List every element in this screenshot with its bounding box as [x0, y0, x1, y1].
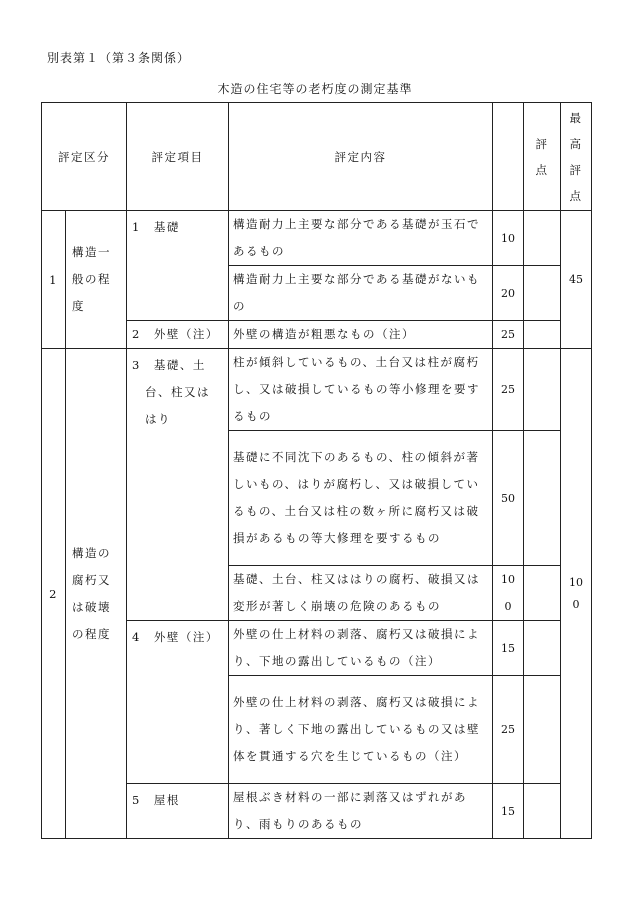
table-row	[42, 349, 592, 431]
criterion-text: 構造耐力上主要な部分である基礎がないもの	[229, 266, 493, 321]
section-name-line: は破壊	[72, 599, 111, 614]
score-cell	[524, 566, 561, 621]
section-name-line: 構造の	[72, 545, 111, 560]
criterion-points: 25	[493, 321, 524, 349]
criterion-points: 25	[493, 676, 524, 784]
score-cell	[524, 321, 561, 349]
header-max-line: 最	[569, 110, 583, 125]
score-cell	[524, 266, 561, 321]
section-name-line: 構造一	[72, 245, 111, 259]
section-number: 2	[42, 349, 66, 839]
criterion-points-line: 10	[501, 573, 515, 586]
table-row	[42, 211, 592, 266]
section-max-line: 10	[569, 575, 583, 589]
table-title: 木造の住宅等の老朽度の測定基準	[217, 82, 413, 96]
section-name-line: の程度	[72, 626, 111, 641]
score-cell	[524, 621, 561, 676]
score-cell	[524, 431, 561, 566]
score-cell	[524, 676, 561, 784]
score-cell	[524, 211, 561, 266]
item-label-line: 台、柱又は	[132, 385, 210, 399]
criterion-points: 25	[493, 349, 524, 431]
header-max-line: 高	[569, 136, 583, 151]
section-max-score	[561, 349, 592, 839]
criterion-points: 15	[493, 621, 524, 676]
item-label	[127, 349, 229, 621]
score-cell	[524, 349, 561, 431]
header-max-line: 点	[569, 188, 583, 203]
section-name	[66, 211, 127, 349]
section-name-line: 般の程	[72, 272, 111, 286]
assessment-table	[41, 102, 592, 839]
item-label: 1 基礎	[127, 211, 229, 321]
header-max	[561, 103, 592, 211]
criterion-text: 外壁の仕上材料の剥落、腐朽又は破損により、著しく下地の露出しているもの又は壁体を貫通する穴を生じているもの（注）	[229, 676, 493, 784]
criterion-text: 屋根ぶき材料の一部に剥落又はずれがあり、雨もりのあるもの	[229, 784, 493, 839]
item-label: 5 屋根	[127, 784, 229, 839]
header-score-line: 点	[535, 162, 549, 177]
criterion-points	[493, 566, 524, 621]
score-cell	[524, 784, 561, 839]
item-label-line: はり	[132, 412, 171, 426]
section-name-line: 度	[72, 299, 85, 313]
header-content: 評定内容	[229, 103, 493, 211]
section-name-line: 腐朽又	[72, 572, 111, 587]
criterion-text: 基礎、土台、柱又ははりの腐朽、破損又は変形が著しく崩壊の危険のあるもの	[229, 566, 493, 621]
criterion-text: 外壁の仕上材料の剥落、腐朽又は破損により、下地の露出しているもの（注）	[229, 621, 493, 676]
item-label: 4 外壁（注）	[127, 621, 229, 784]
header-row	[42, 103, 592, 211]
criterion-points: 10	[493, 211, 524, 266]
section-max-line: 0	[572, 597, 580, 611]
item-label: 2 外壁（注）	[127, 321, 229, 349]
criterion-points: 20	[493, 266, 524, 321]
header-score	[524, 103, 561, 211]
section-number: 1	[42, 211, 66, 349]
table-reference-heading: 別表第１（第３条関係）	[47, 51, 191, 65]
header-score-line: 評	[535, 136, 549, 151]
criterion-text: 外壁の構造が粗悪なもの（注）	[229, 321, 493, 349]
criterion-text: 構造耐力上主要な部分である基礎が玉石であるもの	[229, 211, 493, 266]
criterion-points: 15	[493, 784, 524, 839]
item-label-line: 3 基礎、土	[132, 358, 206, 372]
section-name	[66, 349, 127, 839]
criterion-points: 50	[493, 431, 524, 566]
criterion-text: 基礎に不同沈下のあるもの、柱の傾斜が著しいもの、はりが腐朽し、又は破損しているもの、土台又は柱の数ヶ所に腐朽又は破損があるもの等大修理を要するもの	[229, 431, 493, 566]
header-points-blank	[493, 103, 524, 211]
header-category: 評定区分	[42, 103, 127, 211]
section-max-score: 45	[561, 211, 592, 349]
header-max-line: 評	[569, 162, 583, 177]
header-item: 評定項目	[127, 103, 229, 211]
criterion-points-line: 0	[504, 600, 512, 613]
criterion-text: 柱が傾斜しているもの、土台又は柱が腐朽し、又は破損しているもの等小修理を要するもの	[229, 349, 493, 431]
